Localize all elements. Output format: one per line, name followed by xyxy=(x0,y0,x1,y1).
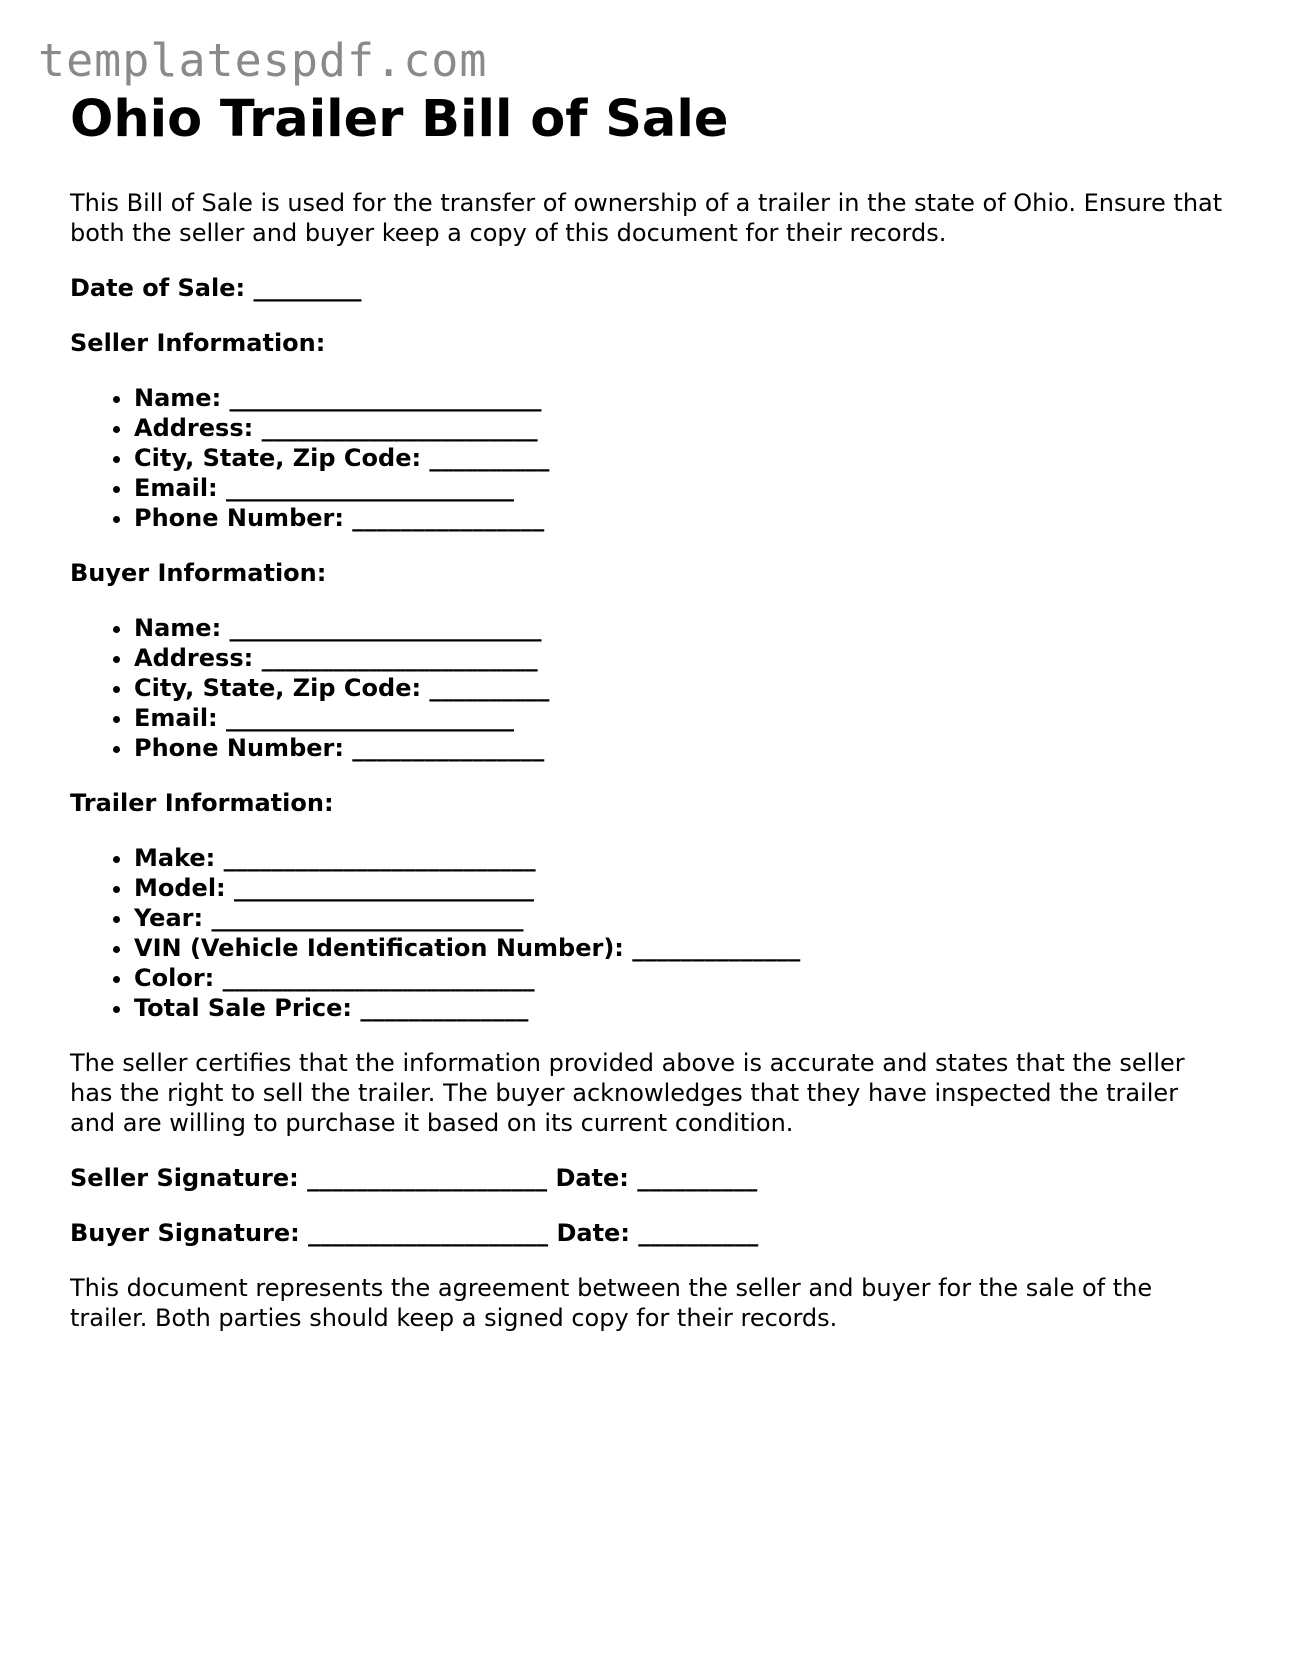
trailer-vin-field[interactable]: • VIN (Vehicle Identification Number): ______________ xyxy=(134,933,1230,963)
buyer-information-list xyxy=(70,613,1230,763)
seller-information-heading: Seller Information: xyxy=(70,329,326,357)
trailer-color-field[interactable]: • Color: __________________________ xyxy=(134,963,1230,993)
watermark: templatespdf.com xyxy=(38,34,488,87)
seller-city-state-zip-field[interactable]: • City, State, Zip Code: __________ xyxy=(134,443,1230,473)
trailer-model-field[interactable]: • Model: _________________________ xyxy=(134,873,1230,903)
certification-paragraph: The seller certifies that the information provided above is accurate and states that the seller has the right to sell the trailer. The buyer acknowledges that they have inspected the trailer and are willing to purchase it based on its current condition. xyxy=(70,1049,1185,1137)
total-sale-price-field[interactable]: • Total Sale Price: ______________ xyxy=(134,993,1230,1023)
trailer-make-field[interactable]: • Make: __________________________ xyxy=(134,843,1230,873)
closing-paragraph: This document represents the agreement between the seller and buyer for the sale of the trailer. Both parties should keep a signed copy for their records. xyxy=(70,1274,1153,1332)
buyer-email-field[interactable]: • Email: ________________________ xyxy=(134,703,1230,733)
trailer-information-heading: Trailer Information: xyxy=(70,789,334,817)
buyer-name-field[interactable]: • Name: __________________________ xyxy=(134,613,1230,643)
buyer-city-state-zip-field[interactable]: • City, State, Zip Code: __________ xyxy=(134,673,1230,703)
seller-name-field[interactable]: • Name: __________________________ xyxy=(134,383,1230,413)
seller-address-field[interactable]: • Address: _______________________ xyxy=(134,413,1230,443)
buyer-phone-field[interactable]: • Phone Number: ________________ xyxy=(134,733,1230,763)
trailer-information-list xyxy=(70,843,1230,1023)
seller-information-list xyxy=(70,383,1230,533)
intro-paragraph: This Bill of Sale is used for the transfer of ownership of a trailer in the state of Ohio. Ensure that both the seller and buyer keep a copy of this document for their records. xyxy=(70,189,1223,247)
seller-email-field[interactable]: • Email: ________________________ xyxy=(134,473,1230,503)
buyer-information-heading: Buyer Information: xyxy=(70,559,327,587)
date-of-sale-field[interactable]: Date of Sale: _________ xyxy=(70,274,362,302)
buyer-signature-line[interactable]: Buyer Signature: ____________________ Date: __________ xyxy=(70,1219,759,1247)
document-page xyxy=(70,92,1230,1333)
trailer-year-field[interactable]: • Year: __________________________ xyxy=(134,903,1230,933)
document-title: Ohio Trailer Bill of Sale xyxy=(70,90,729,149)
seller-signature-line[interactable]: Seller Signature: ____________________ Date: __________ xyxy=(70,1164,758,1192)
seller-phone-field[interactable]: • Phone Number: ________________ xyxy=(134,503,1230,533)
buyer-address-field[interactable]: • Address: _______________________ xyxy=(134,643,1230,673)
